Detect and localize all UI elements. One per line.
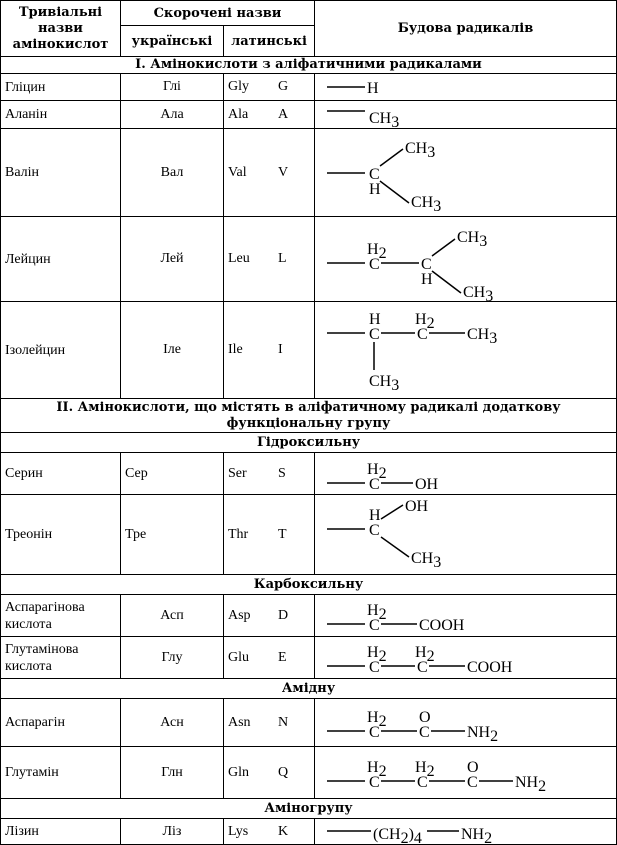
group-ch3: CH3 bbox=[405, 140, 436, 161]
latin-three-letter: Asn bbox=[228, 714, 251, 730]
atom-c: C bbox=[467, 774, 478, 791]
atom-c: C bbox=[369, 724, 380, 741]
latin-one-letter: I bbox=[278, 342, 283, 357]
table-row bbox=[1, 129, 617, 217]
atom-c: C bbox=[417, 659, 428, 676]
latin-one-letter: V bbox=[278, 164, 289, 180]
latin-three-letter: Lys bbox=[228, 823, 249, 839]
amino-acid-name: Глутамінова кислота bbox=[1, 637, 121, 679]
atom-o: O bbox=[419, 709, 431, 726]
atom-c: C bbox=[369, 166, 380, 183]
leucine-radical bbox=[319, 217, 617, 301]
group-ch3: CH3 bbox=[467, 326, 498, 347]
latin-three-letter: Ala bbox=[228, 106, 249, 122]
group-h2: H2 bbox=[367, 759, 387, 780]
group-ch3: CH3 bbox=[463, 284, 494, 301]
latin-abbr bbox=[224, 747, 315, 799]
atom-h: H bbox=[421, 271, 433, 288]
ukrainian-abbr: Тре bbox=[121, 495, 224, 575]
atom-c: C bbox=[369, 774, 380, 791]
radical-structure bbox=[315, 74, 617, 101]
latin-abbr bbox=[224, 595, 315, 637]
amino-acid-name: Аспарагінова кислота bbox=[1, 595, 121, 637]
amino-acid-name: Глутамін bbox=[1, 747, 121, 799]
ukrainian-abbr: Ліз bbox=[121, 819, 224, 845]
group-ch3: CH3 bbox=[457, 229, 488, 250]
ukrainian-abbr: Ала bbox=[121, 101, 224, 129]
bond bbox=[380, 149, 403, 166]
latin-one-letter: L bbox=[278, 251, 287, 266]
group-oh: OH bbox=[415, 476, 439, 493]
amino-acid-name: Валін bbox=[1, 129, 121, 217]
group-h2: H2 bbox=[415, 644, 435, 665]
header-latin: латинські bbox=[224, 26, 315, 57]
ukrainian-abbr: Глі bbox=[121, 74, 224, 101]
latin-three-letter: Thr bbox=[228, 526, 249, 542]
radical-structure bbox=[315, 595, 617, 637]
latin-three-letter: Gln bbox=[228, 764, 249, 780]
latin-three-letter: Ile bbox=[228, 342, 243, 357]
latin-one-letter: S bbox=[278, 465, 286, 481]
glutamine-radical bbox=[319, 747, 617, 798]
latin-one-letter: T bbox=[278, 526, 287, 542]
table-row bbox=[1, 819, 617, 845]
valine-radical bbox=[319, 129, 617, 216]
ukrainian-abbr: Іле bbox=[121, 302, 224, 399]
amino-acid-name: Ізолейцин bbox=[1, 302, 121, 399]
group-cooh: COOH bbox=[419, 617, 465, 634]
radical-structure bbox=[315, 217, 617, 302]
radical-structure bbox=[315, 747, 617, 799]
atom-c: C bbox=[369, 256, 380, 273]
aspartate-radical bbox=[319, 595, 617, 636]
latin-three-letter: Leu bbox=[228, 251, 250, 266]
group-ch3: CH3 bbox=[411, 550, 442, 571]
amino-acid-name: Аланін bbox=[1, 101, 121, 129]
latin-one-letter: A bbox=[278, 106, 289, 122]
radical-structure bbox=[315, 101, 617, 129]
atom-h: H bbox=[367, 80, 379, 97]
atom-c: C bbox=[369, 617, 380, 634]
atom-c: C bbox=[419, 724, 430, 741]
group-nh2: NH2 bbox=[467, 724, 499, 745]
latin-three-letter: Ser bbox=[228, 465, 247, 481]
table-row bbox=[1, 699, 617, 747]
group-h2: H2 bbox=[367, 461, 387, 482]
amino-acid-name: Лейцин bbox=[1, 217, 121, 302]
latin-one-letter: Q bbox=[278, 764, 289, 780]
bond bbox=[381, 505, 403, 519]
ukrainian-abbr: Лей bbox=[121, 217, 224, 302]
atom-c: C bbox=[421, 256, 432, 273]
isoleucine-radical bbox=[319, 302, 617, 398]
ukrainian-abbr: Сер bbox=[121, 453, 224, 495]
table-row bbox=[1, 747, 617, 799]
group-h2: H2 bbox=[367, 644, 387, 665]
latin-one-letter: N bbox=[278, 714, 289, 730]
latin-abbr bbox=[224, 129, 315, 217]
subsection-amide: Амідну bbox=[1, 679, 617, 699]
subsection-hydroxyl: Гідроксильну bbox=[1, 433, 617, 453]
table-row bbox=[1, 302, 617, 399]
latin-abbr bbox=[224, 74, 315, 101]
latin-three-letter: Val bbox=[228, 164, 247, 180]
amino-acid-name: Гліцин bbox=[1, 74, 121, 101]
ukrainian-abbr: Асн bbox=[121, 699, 224, 747]
lysine-radical bbox=[319, 819, 617, 844]
latin-abbr bbox=[224, 217, 315, 302]
group-h2: H2 bbox=[367, 241, 387, 262]
amino-acid-name: Треонін bbox=[1, 495, 121, 575]
ukrainian-abbr: Вал bbox=[121, 129, 224, 217]
table-row bbox=[1, 453, 617, 495]
atom-c: C bbox=[369, 476, 380, 493]
radical-structure bbox=[315, 699, 617, 747]
atom-c: C bbox=[417, 774, 428, 791]
latin-three-letter: Gly bbox=[228, 79, 249, 94]
atom-h: H bbox=[369, 181, 381, 198]
table-row bbox=[1, 217, 617, 302]
header-radical-structure: Будова радикалів bbox=[315, 1, 617, 57]
atom-c: C bbox=[369, 522, 380, 539]
latin-abbr bbox=[224, 101, 315, 129]
radical-structure bbox=[315, 302, 617, 399]
latin-abbr bbox=[224, 699, 315, 747]
latin-abbr bbox=[224, 302, 315, 399]
latin-abbr bbox=[224, 495, 315, 575]
latin-one-letter: K bbox=[278, 823, 289, 839]
amino-acid-name: Серин bbox=[1, 453, 121, 495]
table-row bbox=[1, 74, 617, 101]
latin-one-letter: G bbox=[278, 79, 289, 94]
group-h2: H2 bbox=[415, 759, 435, 780]
group-oh: OH bbox=[405, 498, 429, 515]
latin-one-letter: E bbox=[278, 649, 287, 665]
table-row bbox=[1, 101, 617, 129]
table-row bbox=[1, 495, 617, 575]
atom-h: H bbox=[369, 311, 381, 328]
radical-structure bbox=[315, 819, 617, 845]
group-ch3: CH3 bbox=[369, 110, 400, 128]
bond bbox=[432, 239, 455, 256]
group-ch3: CH3 bbox=[411, 194, 442, 215]
header-ukrainian: українські bbox=[121, 26, 224, 57]
latin-three-letter: Asp bbox=[228, 607, 251, 623]
atom-h: H bbox=[369, 507, 381, 524]
atom-c: C bbox=[369, 326, 380, 343]
ukrainian-abbr: Глн bbox=[121, 747, 224, 799]
serine-radical bbox=[319, 453, 617, 494]
subsection-amino-group: Аміногрупу bbox=[1, 799, 617, 819]
amino-acid-name: Аспарагін bbox=[1, 699, 121, 747]
bond bbox=[432, 271, 461, 293]
latin-abbr bbox=[224, 819, 315, 845]
ukrainian-abbr: Глу bbox=[121, 637, 224, 679]
amino-acid-name: Лізин bbox=[1, 819, 121, 845]
header-abbreviations: Скорочені назви bbox=[121, 1, 315, 26]
asparagine-radical bbox=[319, 699, 617, 746]
group-nh2: NH2 bbox=[461, 826, 493, 844]
group-nh2: NH2 bbox=[515, 774, 547, 795]
group-h2: H2 bbox=[367, 602, 387, 623]
glycine-radical bbox=[319, 74, 617, 100]
section-functional-group: ІІ. Амінокислоти, що містять в аліфатичному радикалі додаткову функціональну групу bbox=[1, 399, 617, 433]
threonine-radical bbox=[319, 495, 617, 574]
table-row bbox=[1, 595, 617, 637]
subsection-carboxyl: Карбоксильну bbox=[1, 575, 617, 595]
latin-one-letter: D bbox=[278, 607, 289, 623]
header-trivial-names: Тривіальні назви амінокислот bbox=[1, 1, 121, 57]
bond bbox=[380, 181, 409, 203]
latin-abbr bbox=[224, 453, 315, 495]
group-ch2-chain: (CH2)4 bbox=[373, 826, 422, 844]
ukrainian-abbr: Асп bbox=[121, 595, 224, 637]
section-aliphatic: І. Амінокислоти з аліфатичними радикалами bbox=[1, 57, 617, 74]
group-cooh: COOH bbox=[467, 659, 513, 676]
atom-c: C bbox=[369, 659, 380, 676]
radical-structure bbox=[315, 129, 617, 217]
glutamate-radical bbox=[319, 637, 617, 678]
radical-structure bbox=[315, 495, 617, 575]
bond bbox=[381, 537, 409, 557]
atom-o: O bbox=[467, 759, 479, 776]
radical-structure bbox=[315, 637, 617, 679]
group-ch3: CH3 bbox=[369, 373, 400, 394]
latin-three-letter: Glu bbox=[228, 649, 249, 665]
alanine-radical bbox=[319, 101, 617, 128]
radical-structure bbox=[315, 453, 617, 495]
table-row bbox=[1, 637, 617, 679]
atom-c: C bbox=[417, 326, 428, 343]
group-h2: H2 bbox=[367, 709, 387, 730]
group-h2: H2 bbox=[415, 311, 435, 332]
latin-abbr bbox=[224, 637, 315, 679]
